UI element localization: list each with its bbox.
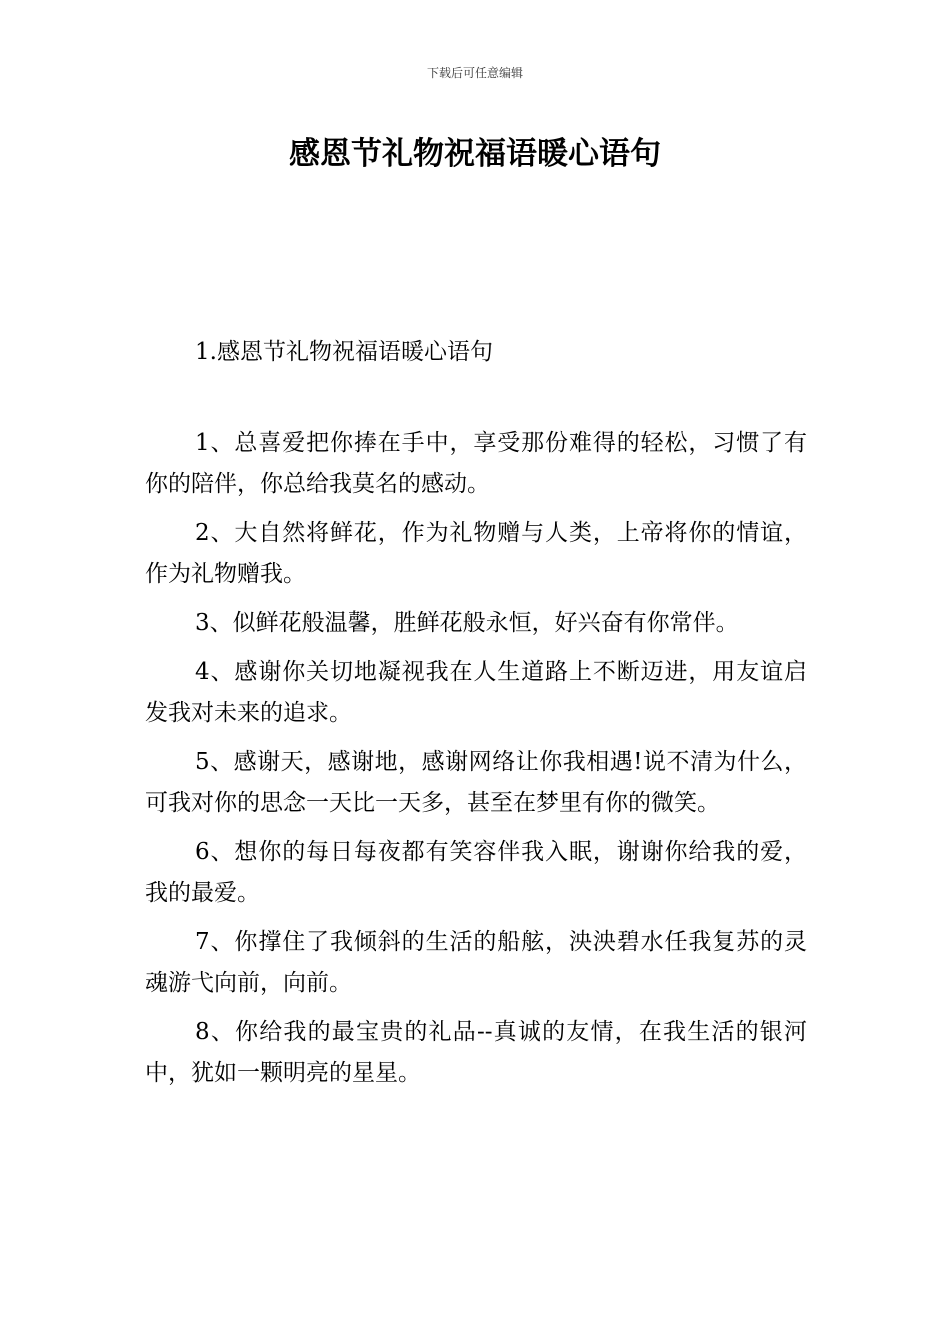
header-note: 下载后可任意编辑: [426, 66, 523, 80]
document-body: [145, 332, 807, 1102]
paragraph-8: 8、你给我的最宝贵的礼品--真诚的友情，在我生活的银河中，犹如一颗明亮的星星。: [145, 1019, 807, 1086]
paragraph-5: 5、感谢天，感谢地，感谢网络让你我相遇!说不清为什么，可我对你的思念一天比一天多，甚至在梦里有你的微笑。: [145, 749, 807, 816]
paragraph-7: 7、你撑住了我倾斜的生活的船舷，泱泱碧水任我复苏的灵魂游弋向前，向前。: [145, 929, 807, 996]
document-title: 感恩节礼物祝福语暖心语句: [289, 136, 661, 172]
paragraph-4: 4、感谢你关切地凝视我在人生道路上不断迈进，用友谊启发我对未来的追求。: [145, 659, 807, 726]
paragraph-3: 3、似鲜花般温馨，胜鲜花般永恒，好兴奋有你常伴。: [195, 610, 739, 636]
section-heading: 1.感恩节礼物祝福语暖心语句: [195, 339, 493, 365]
paragraph-1: 1、总喜爱把你捧在手中，享受那份难得的轻松，习惯了有你的陪伴，你总给我莫名的感动。: [145, 430, 807, 497]
paragraph-6: 6、想你的每日每夜都有笑容伴我入眠，谢谢你给我的爱，我的最爱。: [145, 839, 807, 906]
paragraph-2: 2、大自然将鲜花，作为礼物赠与人类，上帝将你的情谊，作为礼物赠我。: [145, 520, 807, 587]
